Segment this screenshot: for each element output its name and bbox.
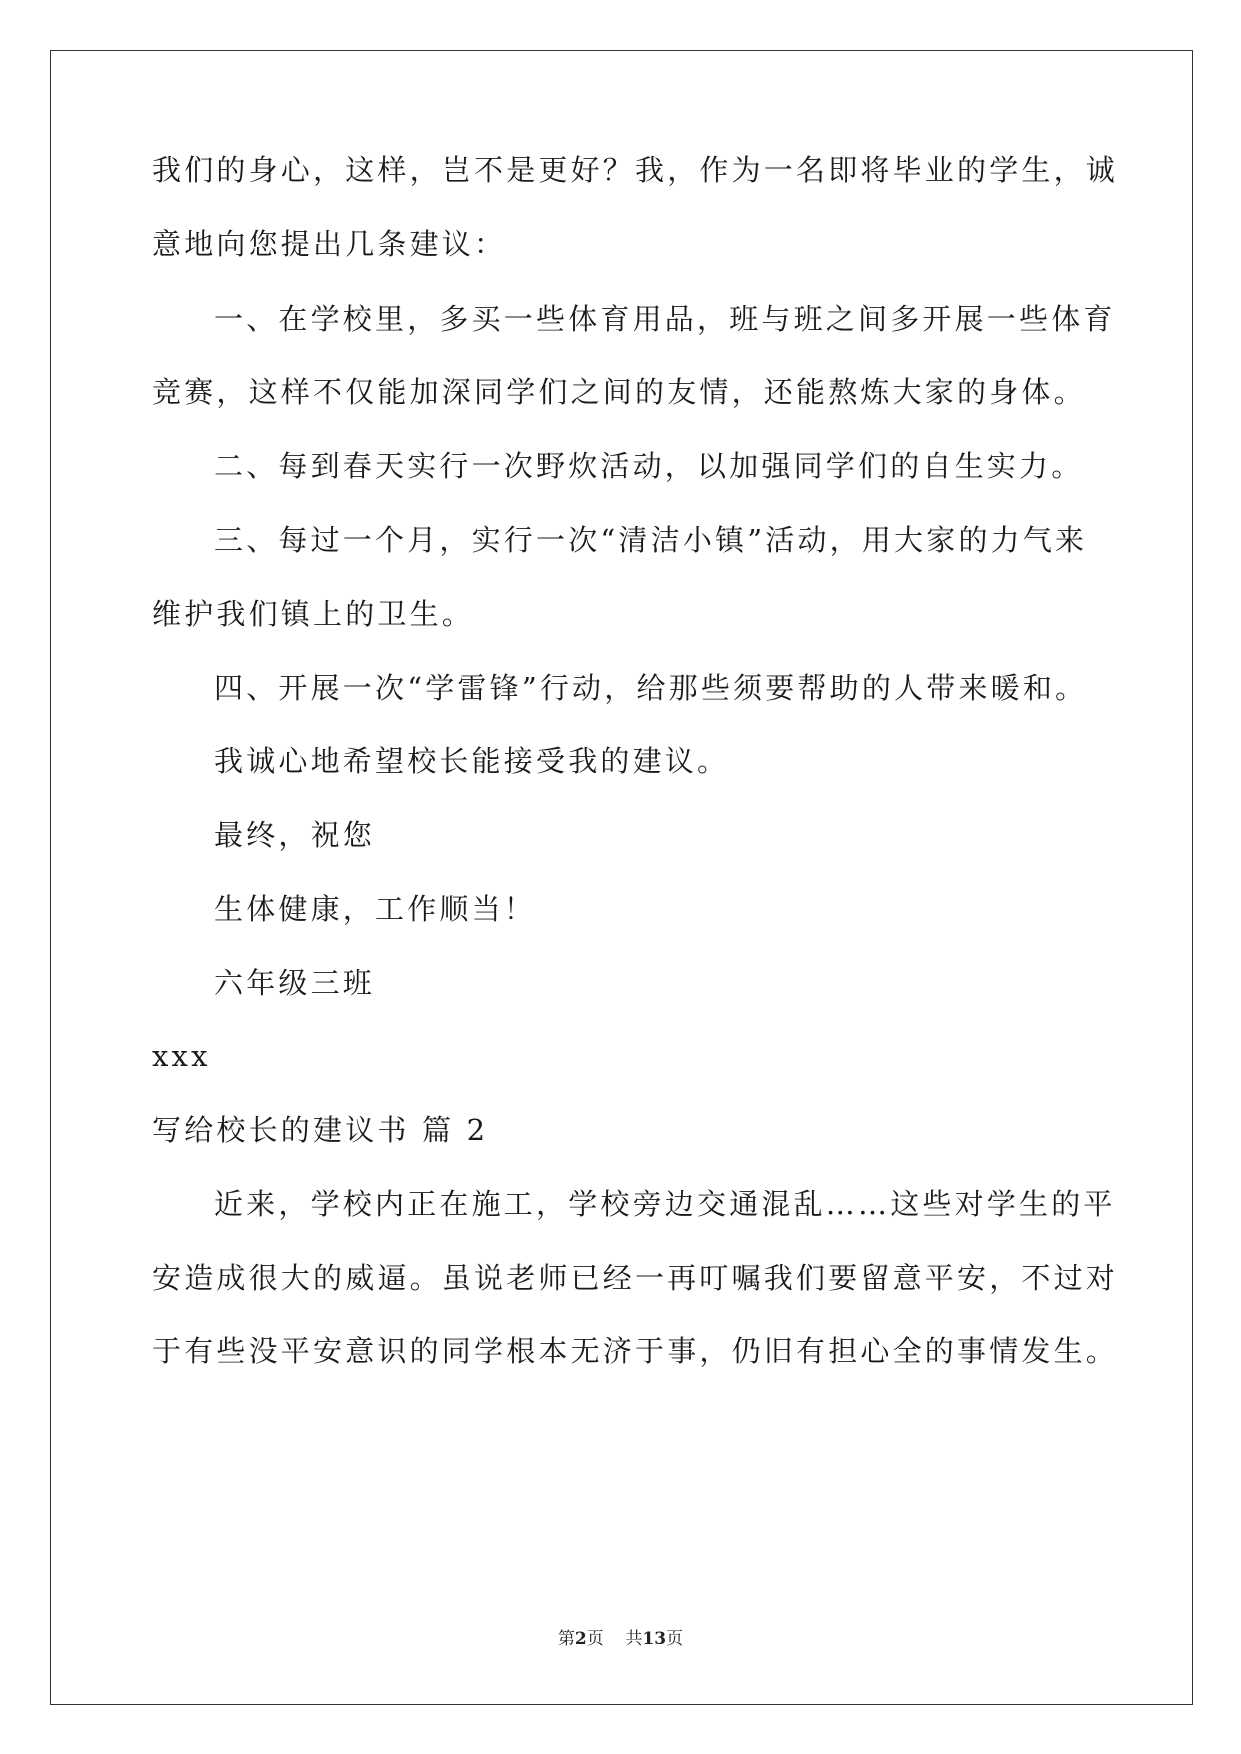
total-prefix: 共 [625,1629,643,1649]
closing-line: 最终，祝您 [214,818,376,852]
body-line: 我诚心地希望校长能接受我的建议。 [214,744,730,778]
body-line: 安造成很大的威逼。虽说老师已经一再叮嘱我们要留意平安，不过对 [152,1261,1119,1295]
body-line: 近来，学校内正在施工，学校旁边交通混乱……这些对学生的平 [214,1187,1116,1221]
body-line: 我们的身心，这样，岂不是更好？我，作为一名即将毕业的学生，诚 [152,153,1119,187]
body-line: 维护我们镇上的卫生。 [152,597,475,631]
signature-name: xxx [152,1039,211,1073]
body-line: 三、每过一个月，实行一次“清洁小镇”活动，用大家的力气来 [214,523,1088,557]
body-line: 二、每到春天实行一次野炊活动，以加强同学们的自生实力。 [214,449,1084,483]
closing-line: 生体健康，工作顺当！ [214,892,537,926]
total-unit: 页 [666,1629,684,1649]
body-line: 一、在学校里，多买一些体育用品，班与班之间多开展一些体育 [214,302,1116,336]
signature-class: 六年级三班 [214,966,376,1000]
page-number: 2 [574,1629,587,1649]
body-line: 于有些没平安意识的同学根本无济于事，仍旧有担心全的事情发生。 [152,1334,1119,1368]
section-heading: 写给校长的建议书 篇 2 [152,1113,489,1147]
total-pages: 13 [642,1629,667,1649]
body-line: 意地向您提出几条建议： [152,227,507,261]
body-line: 四、开展一次“学雷锋”行动，给那些须要帮助的人带来暖和。 [214,671,1088,705]
body-line: 竞赛，这样不仅能加深同学们之间的友情，还能熬炼大家的身体。 [152,375,1086,409]
page-footer [0,1628,1241,1650]
page-prefix: 第 [557,1629,575,1649]
page-unit: 页 [586,1629,604,1649]
